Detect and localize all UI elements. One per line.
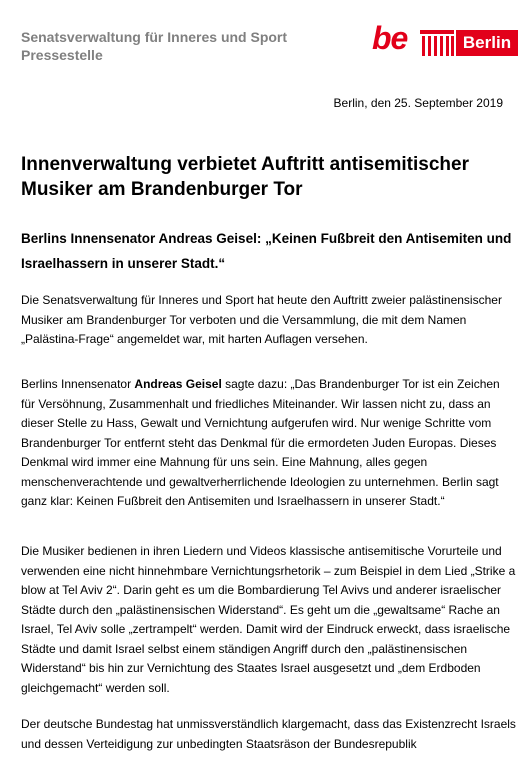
issuer-name: Senatsverwaltung für Inneres und Sport — [21, 29, 288, 45]
senator-name: Andreas Geisel — [134, 377, 222, 391]
paragraph-3: Die Musiker bedienen in ihren Liedern und Videos klassische antisemitische Vorurteile und verwenden eine nicht hinnehmbare Vernichtungsrhetorik – zum Beispiel in dem Lied „Strike a blow at Tel Aviv 2“. Darin geht es um die Bombardierung Tel Avivs und anderer israelischer Städte durch den „palästinensischen Widerstand“. Es geht um die „gewaltsame“ Rache an Israel, Tel Aviv solle „zertrampelt“ werden. Damit wird der Eindruck erweckt, dass israelische Städte und damit Israel selbst einem ständigen Angriff durch den „palästinensischen Widerstand“ bis hin zur Vernichtung des Staates Israel ausgesetzt und „dem Erdboden gleichgemacht“ werden soll. — [21, 544, 516, 695]
paragraph-2-quote: sagte dazu: „Das Brandenburger Tor ist ein Zeichen für Versöhnung, Zusammenhalt und friedliches Miteinander. Wir lassen nicht zu, dass an dieser Stelle zu Hass, Gewalt und Vernichtung aufgerufen wird. Nur wenige Schritte vom Brandenburger Tor entfernt steht das Denkmal für die ermordeten Juden Europas. Dieses Denkmal wird immer eine Mahnung für uns sein. Eine Mahnung, alles gegen menschenverachtende und gewaltverherrlichende Ideologien zu unternehmen. Berlin sagt ganz klar: Keinen Fußbreit den Antisemiten und Israelhassern in unserer Stadt.“ — [21, 377, 500, 508]
paragraph-2 — [21, 375, 516, 512]
issuer-department: Pressestelle — [21, 47, 103, 63]
headline: Innenverwaltung verbietet Auftritt antisemitischer Musiker am Brandenburger Tor — [21, 154, 469, 200]
berlin-logo — [372, 20, 518, 66]
brandenburger-tor-icon — [418, 28, 456, 58]
logo-be-text: be — [372, 20, 408, 56]
subheadline-quote: Berlins Innensenator Andreas Geisel: „Keinen Fußbreit den Antisemiten und Israelhassern in unserer Stadt.“ — [21, 231, 512, 271]
paragraph-1: Die Senatsverwaltung für Inneres und Sport hat heute den Auftritt zweier palästinensischer Musiker am Brandenburger Tor verboten und die Versammlung, die mit dem Namen „Palästina-Frage“ angemeldet war, mit harten Auflagen versehen. — [21, 293, 502, 346]
paragraph-4: Der deutsche Bundestag hat unmissverständlich klargemacht, dass das Existenzrecht Israels und dessen Verteidigung zur unbedingten Staatsräson der Bundesrepublik — [21, 717, 516, 751]
logo-berlin-box: Berlin — [456, 30, 518, 56]
paragraph-2-lead: Berlins Innensenator — [21, 377, 135, 391]
issuer-organization — [21, 28, 287, 64]
press-release-date: Berlin, den 25. September 2019 — [333, 96, 503, 110]
